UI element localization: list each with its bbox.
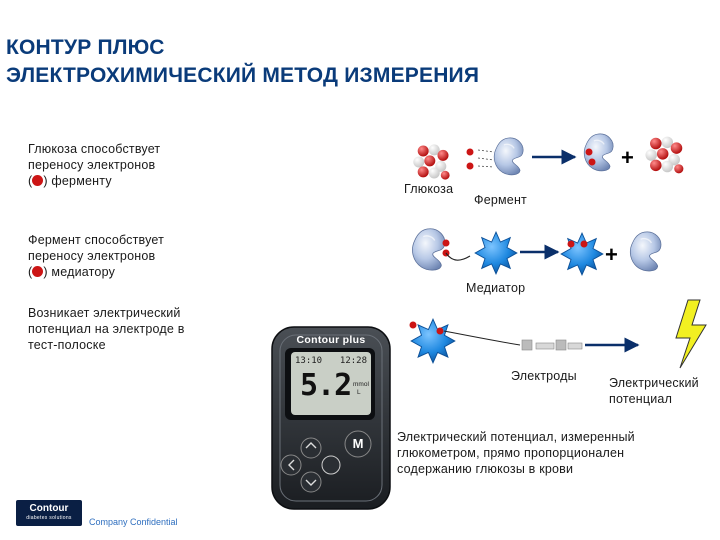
conclusion-line-2: глюкометром, прямо пропорционален bbox=[397, 446, 625, 460]
title-line-2: ЭЛЕКТРОХИМИЧЕСКИЙ МЕТОД ИЗМЕРЕНИЯ bbox=[6, 64, 480, 87]
mediator-molecule-row2-left bbox=[475, 232, 517, 274]
meter-date: 12:28 bbox=[339, 356, 367, 366]
meter-clock-row bbox=[295, 356, 367, 366]
step-2-line-2: переносу электронов bbox=[28, 249, 156, 263]
enzyme-molecule-row2 bbox=[412, 229, 449, 270]
gluconolactone-molecule bbox=[645, 137, 683, 174]
step-1-line-3: ( ) ферменту bbox=[28, 174, 112, 188]
label-electric-potential: Электрический потенциал bbox=[609, 376, 699, 406]
meter-unit: mmol L bbox=[353, 381, 369, 396]
step-1-line-1: Глюкоза способствует bbox=[28, 142, 161, 156]
title-line-1: КОНТУР ПЛЮС bbox=[6, 36, 165, 59]
step-1-line-2: переносу электронов bbox=[28, 158, 156, 172]
m-button-label: M bbox=[352, 436, 364, 451]
step-3-line-1: Возникает электрический bbox=[28, 306, 181, 320]
nav-down-button bbox=[301, 472, 321, 492]
plus-sign-row1: + bbox=[621, 145, 634, 170]
label-glucose: Глюкоза bbox=[404, 182, 454, 196]
glucose-meter-device bbox=[272, 327, 390, 509]
electron-transfer-line bbox=[446, 253, 470, 260]
plus-sign-row2: + bbox=[605, 242, 618, 267]
enzyme-molecule-row2-oxidized bbox=[630, 232, 661, 271]
meter-time: 13:10 bbox=[295, 356, 323, 366]
step-2-line-3: ( ) медиатору bbox=[28, 265, 116, 279]
meter-brand: Contour plus bbox=[296, 334, 366, 346]
conclusion-line-3: содержанию глюкозы в крови bbox=[397, 462, 574, 476]
electron-pair-left bbox=[467, 149, 474, 170]
dashed-binding-lines bbox=[478, 150, 494, 167]
step-3-line-3: тест-полоске bbox=[28, 338, 106, 352]
nav-left-button bbox=[281, 455, 301, 475]
meter-glucose-value: 5.2 bbox=[300, 368, 352, 403]
footer-confidential: Company Confidential bbox=[89, 517, 178, 527]
step-3-line-2: потенциал на электроде в bbox=[28, 322, 185, 336]
conclusion-line-1: Электрический потенциал, измеренный bbox=[397, 430, 635, 444]
label-mediator: Медиатор bbox=[466, 281, 526, 295]
enzyme-molecule-row1 bbox=[494, 138, 523, 175]
label-electrodes: Электроды bbox=[511, 369, 577, 383]
contour-logo: Contour diabetes solutions bbox=[16, 500, 82, 526]
label-enzyme: Фермент bbox=[474, 193, 527, 207]
conclusion-text bbox=[397, 429, 635, 477]
mediator-molecule-row3 bbox=[410, 319, 455, 363]
electron-path-line bbox=[444, 331, 520, 345]
bayer-cross-icon bbox=[322, 456, 340, 474]
glucose-molecule-left bbox=[413, 144, 449, 179]
step-2-line-1: Фермент способствует bbox=[28, 233, 165, 247]
lightning-bolt-icon bbox=[676, 300, 706, 368]
nav-up-button bbox=[301, 438, 321, 458]
enzyme-molecule-row1-reduced bbox=[584, 134, 613, 171]
mediator-molecule-row2-reduced bbox=[561, 233, 603, 275]
electrodes-icon bbox=[522, 340, 582, 350]
